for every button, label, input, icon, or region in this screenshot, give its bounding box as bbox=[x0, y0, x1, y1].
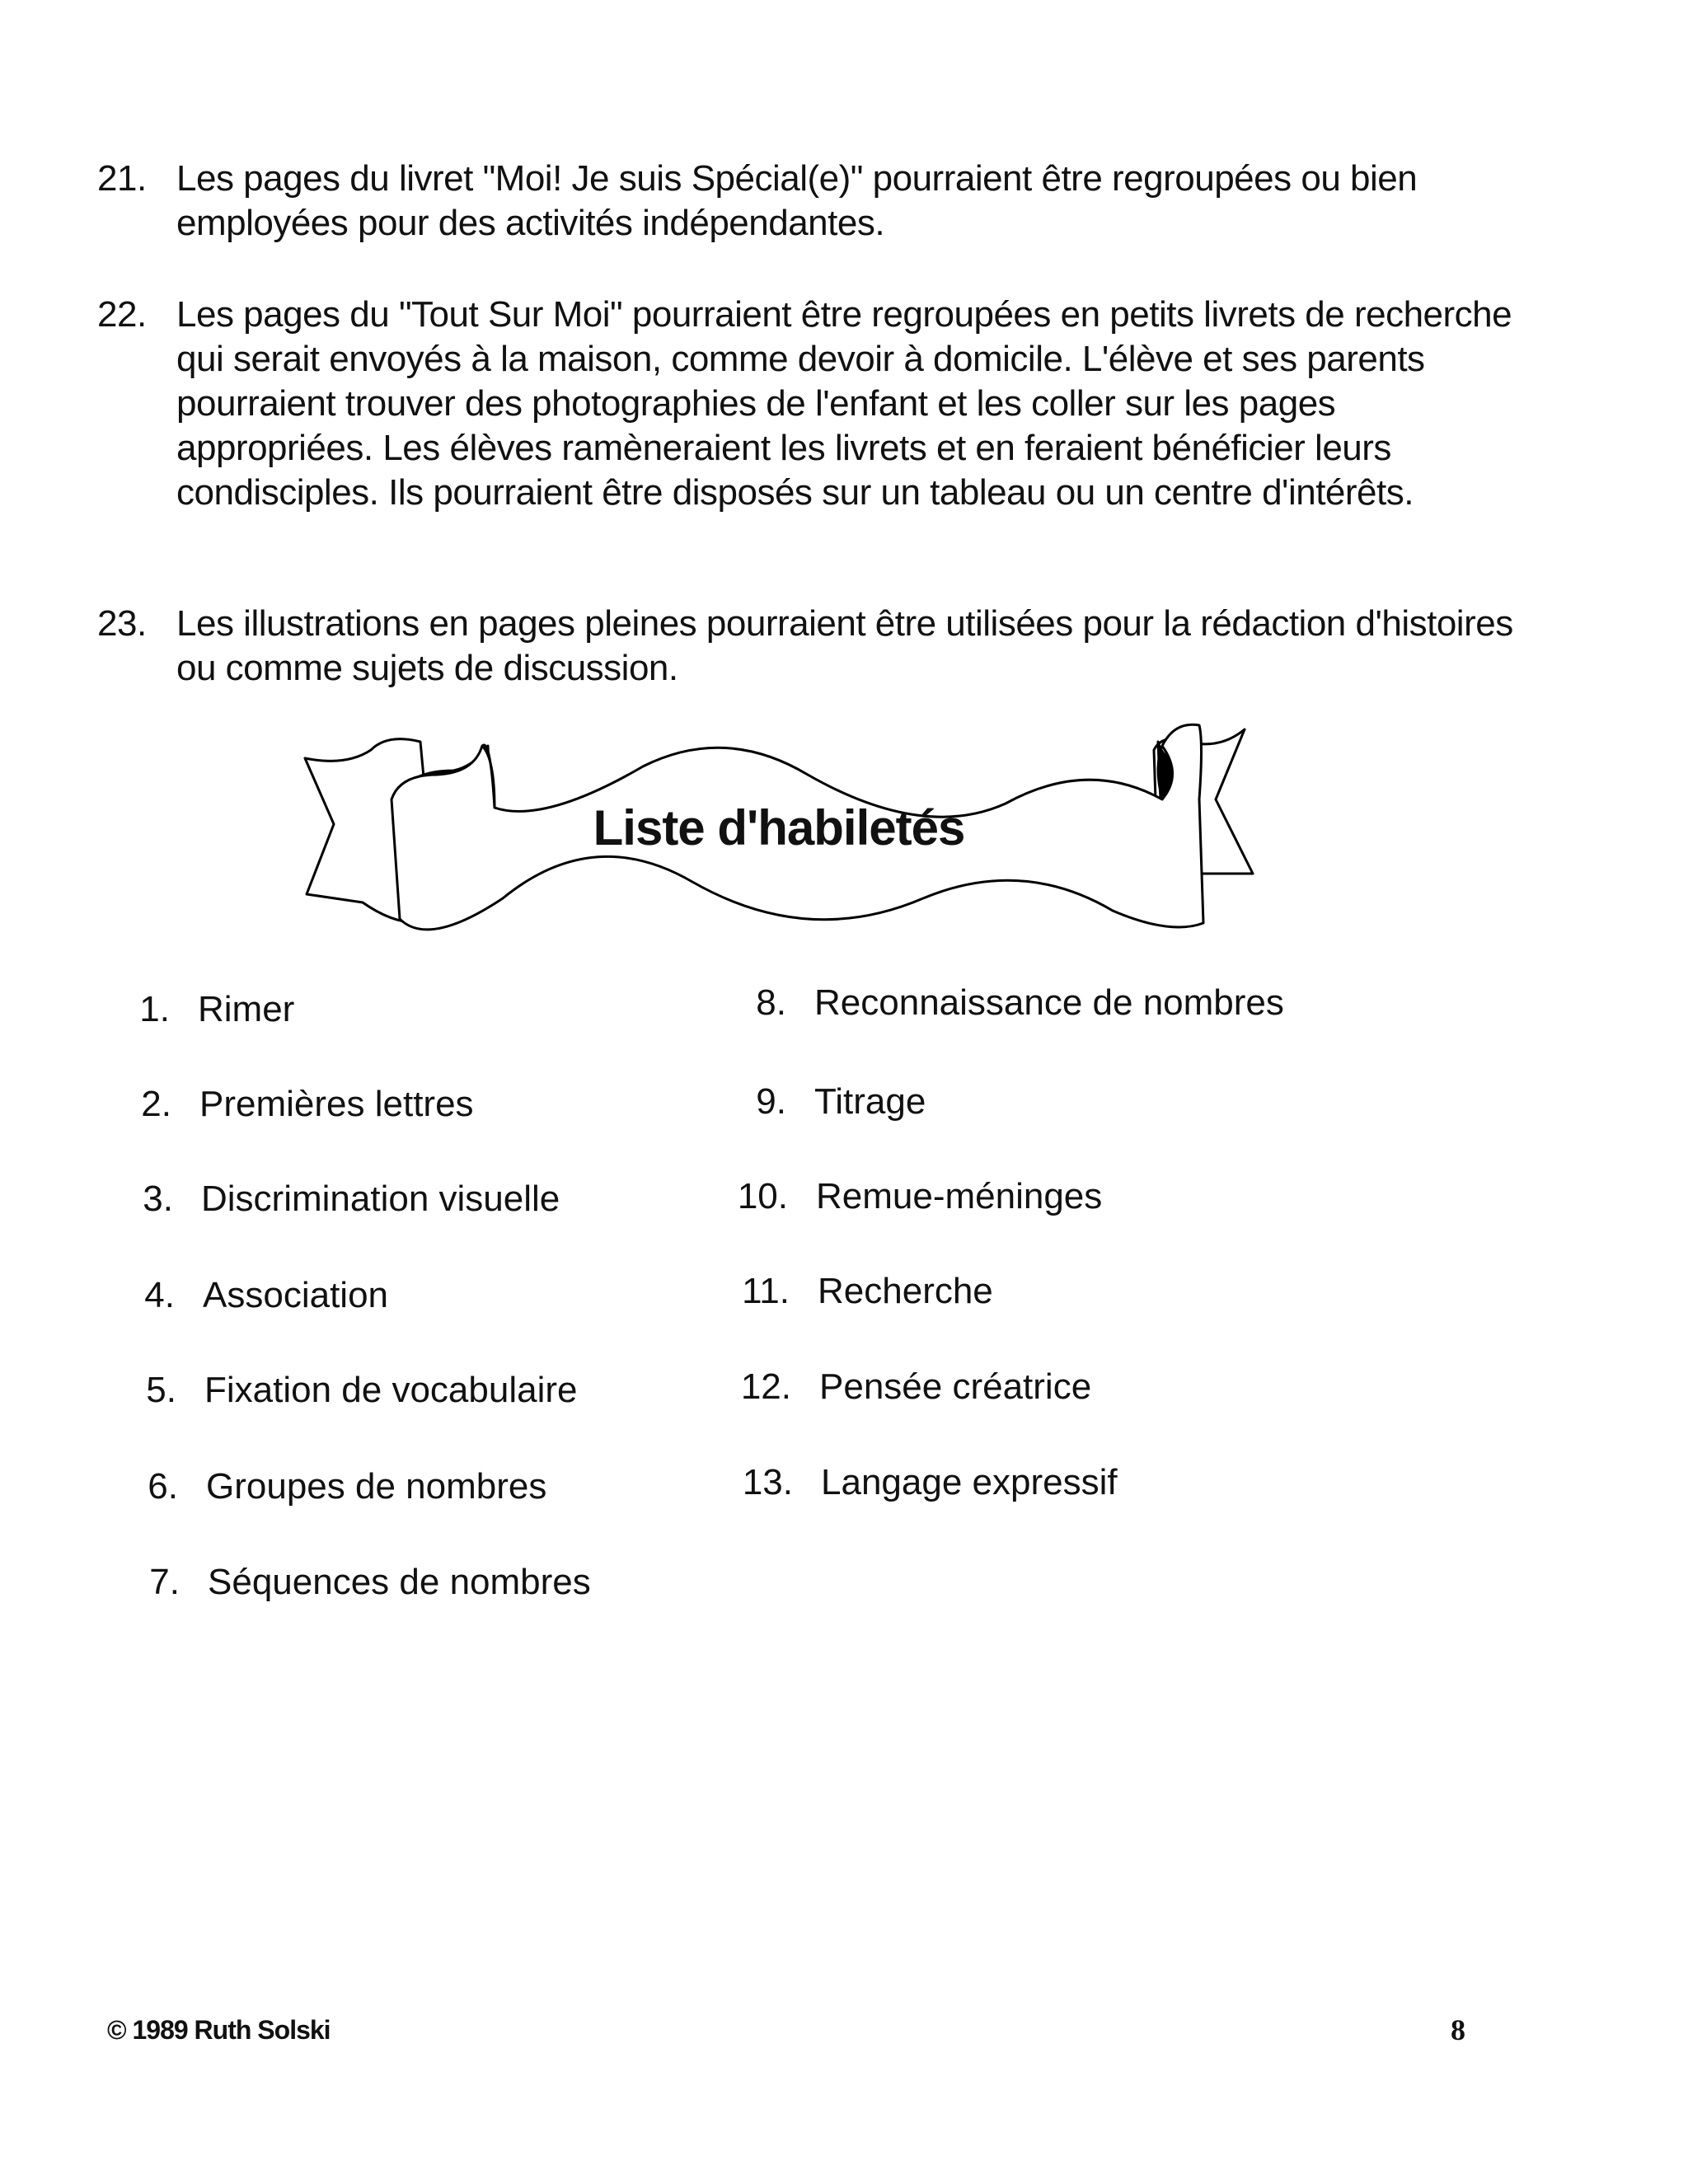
item-label: Titrage bbox=[814, 1081, 926, 1122]
list-item bbox=[112, 1368, 577, 1413]
item-label: Recherche bbox=[818, 1271, 993, 1311]
paragraph-number: 23. bbox=[97, 603, 147, 644]
item-label: Discrimination visuelle bbox=[201, 1179, 560, 1219]
item-label: Langage expressif bbox=[821, 1462, 1118, 1502]
item-number: 9. bbox=[756, 1081, 786, 1122]
list-item bbox=[724, 1174, 1102, 1219]
list-item bbox=[110, 1273, 388, 1318]
item-label: Rimer bbox=[198, 989, 295, 1029]
paragraph-number: 22. bbox=[97, 294, 147, 335]
item-number: 5. bbox=[146, 1370, 176, 1410]
list-item bbox=[727, 1365, 1091, 1409]
item-number: 1. bbox=[139, 989, 170, 1029]
banner-title: Liste d'habiletés bbox=[593, 800, 965, 855]
item-number: 12. bbox=[740, 1366, 791, 1407]
copyright-notice: © 1989 Ruth Solski bbox=[107, 2015, 331, 2045]
item-label: Fixation de vocabulaire bbox=[204, 1370, 578, 1410]
item-label: Pensée créatrice bbox=[819, 1366, 1092, 1407]
paragraph-number: 21. bbox=[97, 158, 147, 199]
list-item bbox=[722, 981, 1284, 1025]
item-label: Association bbox=[203, 1275, 389, 1315]
item-number: 2. bbox=[141, 1084, 171, 1124]
ribbon-banner bbox=[297, 709, 1261, 948]
list-item bbox=[107, 1082, 474, 1127]
item-number: 8. bbox=[756, 982, 786, 1023]
paragraph-23 bbox=[97, 602, 1515, 691]
list-item bbox=[722, 1080, 926, 1124]
item-label: Reconnaissance de nombres bbox=[814, 982, 1284, 1023]
list-item bbox=[114, 1465, 546, 1509]
item-label: Groupes de nombres bbox=[206, 1466, 547, 1507]
list-item bbox=[109, 1177, 560, 1221]
item-label: Séquences de nombres bbox=[208, 1562, 591, 1602]
list-item bbox=[115, 1560, 591, 1605]
paragraph-text: Les illustrations en pages pleines pourraient être utilisées pour la rédaction d'histoires ou comme sujets de discussion. bbox=[176, 603, 1513, 688]
paragraph-21 bbox=[97, 157, 1515, 246]
paragraph-22 bbox=[97, 293, 1515, 515]
paragraph-text: Les pages du livret "Moi! Je suis Spécial(e)" pourraient être regroupées ou bien employées pour des activités indépendantes. bbox=[176, 158, 1418, 243]
item-number: 3. bbox=[143, 1179, 173, 1219]
list-item bbox=[725, 1269, 993, 1314]
item-number: 11. bbox=[742, 1271, 790, 1311]
item-number: 6. bbox=[148, 1466, 178, 1507]
item-number: 7. bbox=[149, 1562, 180, 1602]
list-item bbox=[729, 1460, 1118, 1505]
item-number: 13. bbox=[742, 1462, 793, 1502]
item-number: 4. bbox=[144, 1275, 175, 1315]
paragraph-text: Les pages du "Tout Sur Moi" pourraient être regroupées en petits livrets de recherche qui serait envoyés à la maison, comme devoir à domicile. L'élève et ses parents pourraient trouver des photographies de l'enfant et les coller sur les pages appropriées. Les élèves ramèneraient les livrets et en feraient bénéficier leurs condisciples. Ils pourraient être disposés sur un tableau ou un centre d'intérêts. bbox=[176, 294, 1512, 513]
item-label: Remue-méninges bbox=[816, 1176, 1103, 1216]
page-number: 8 bbox=[1451, 2013, 1465, 2046]
item-number: 10. bbox=[737, 1176, 788, 1216]
list-item bbox=[106, 987, 294, 1032]
item-label: Premières lettres bbox=[199, 1084, 474, 1124]
